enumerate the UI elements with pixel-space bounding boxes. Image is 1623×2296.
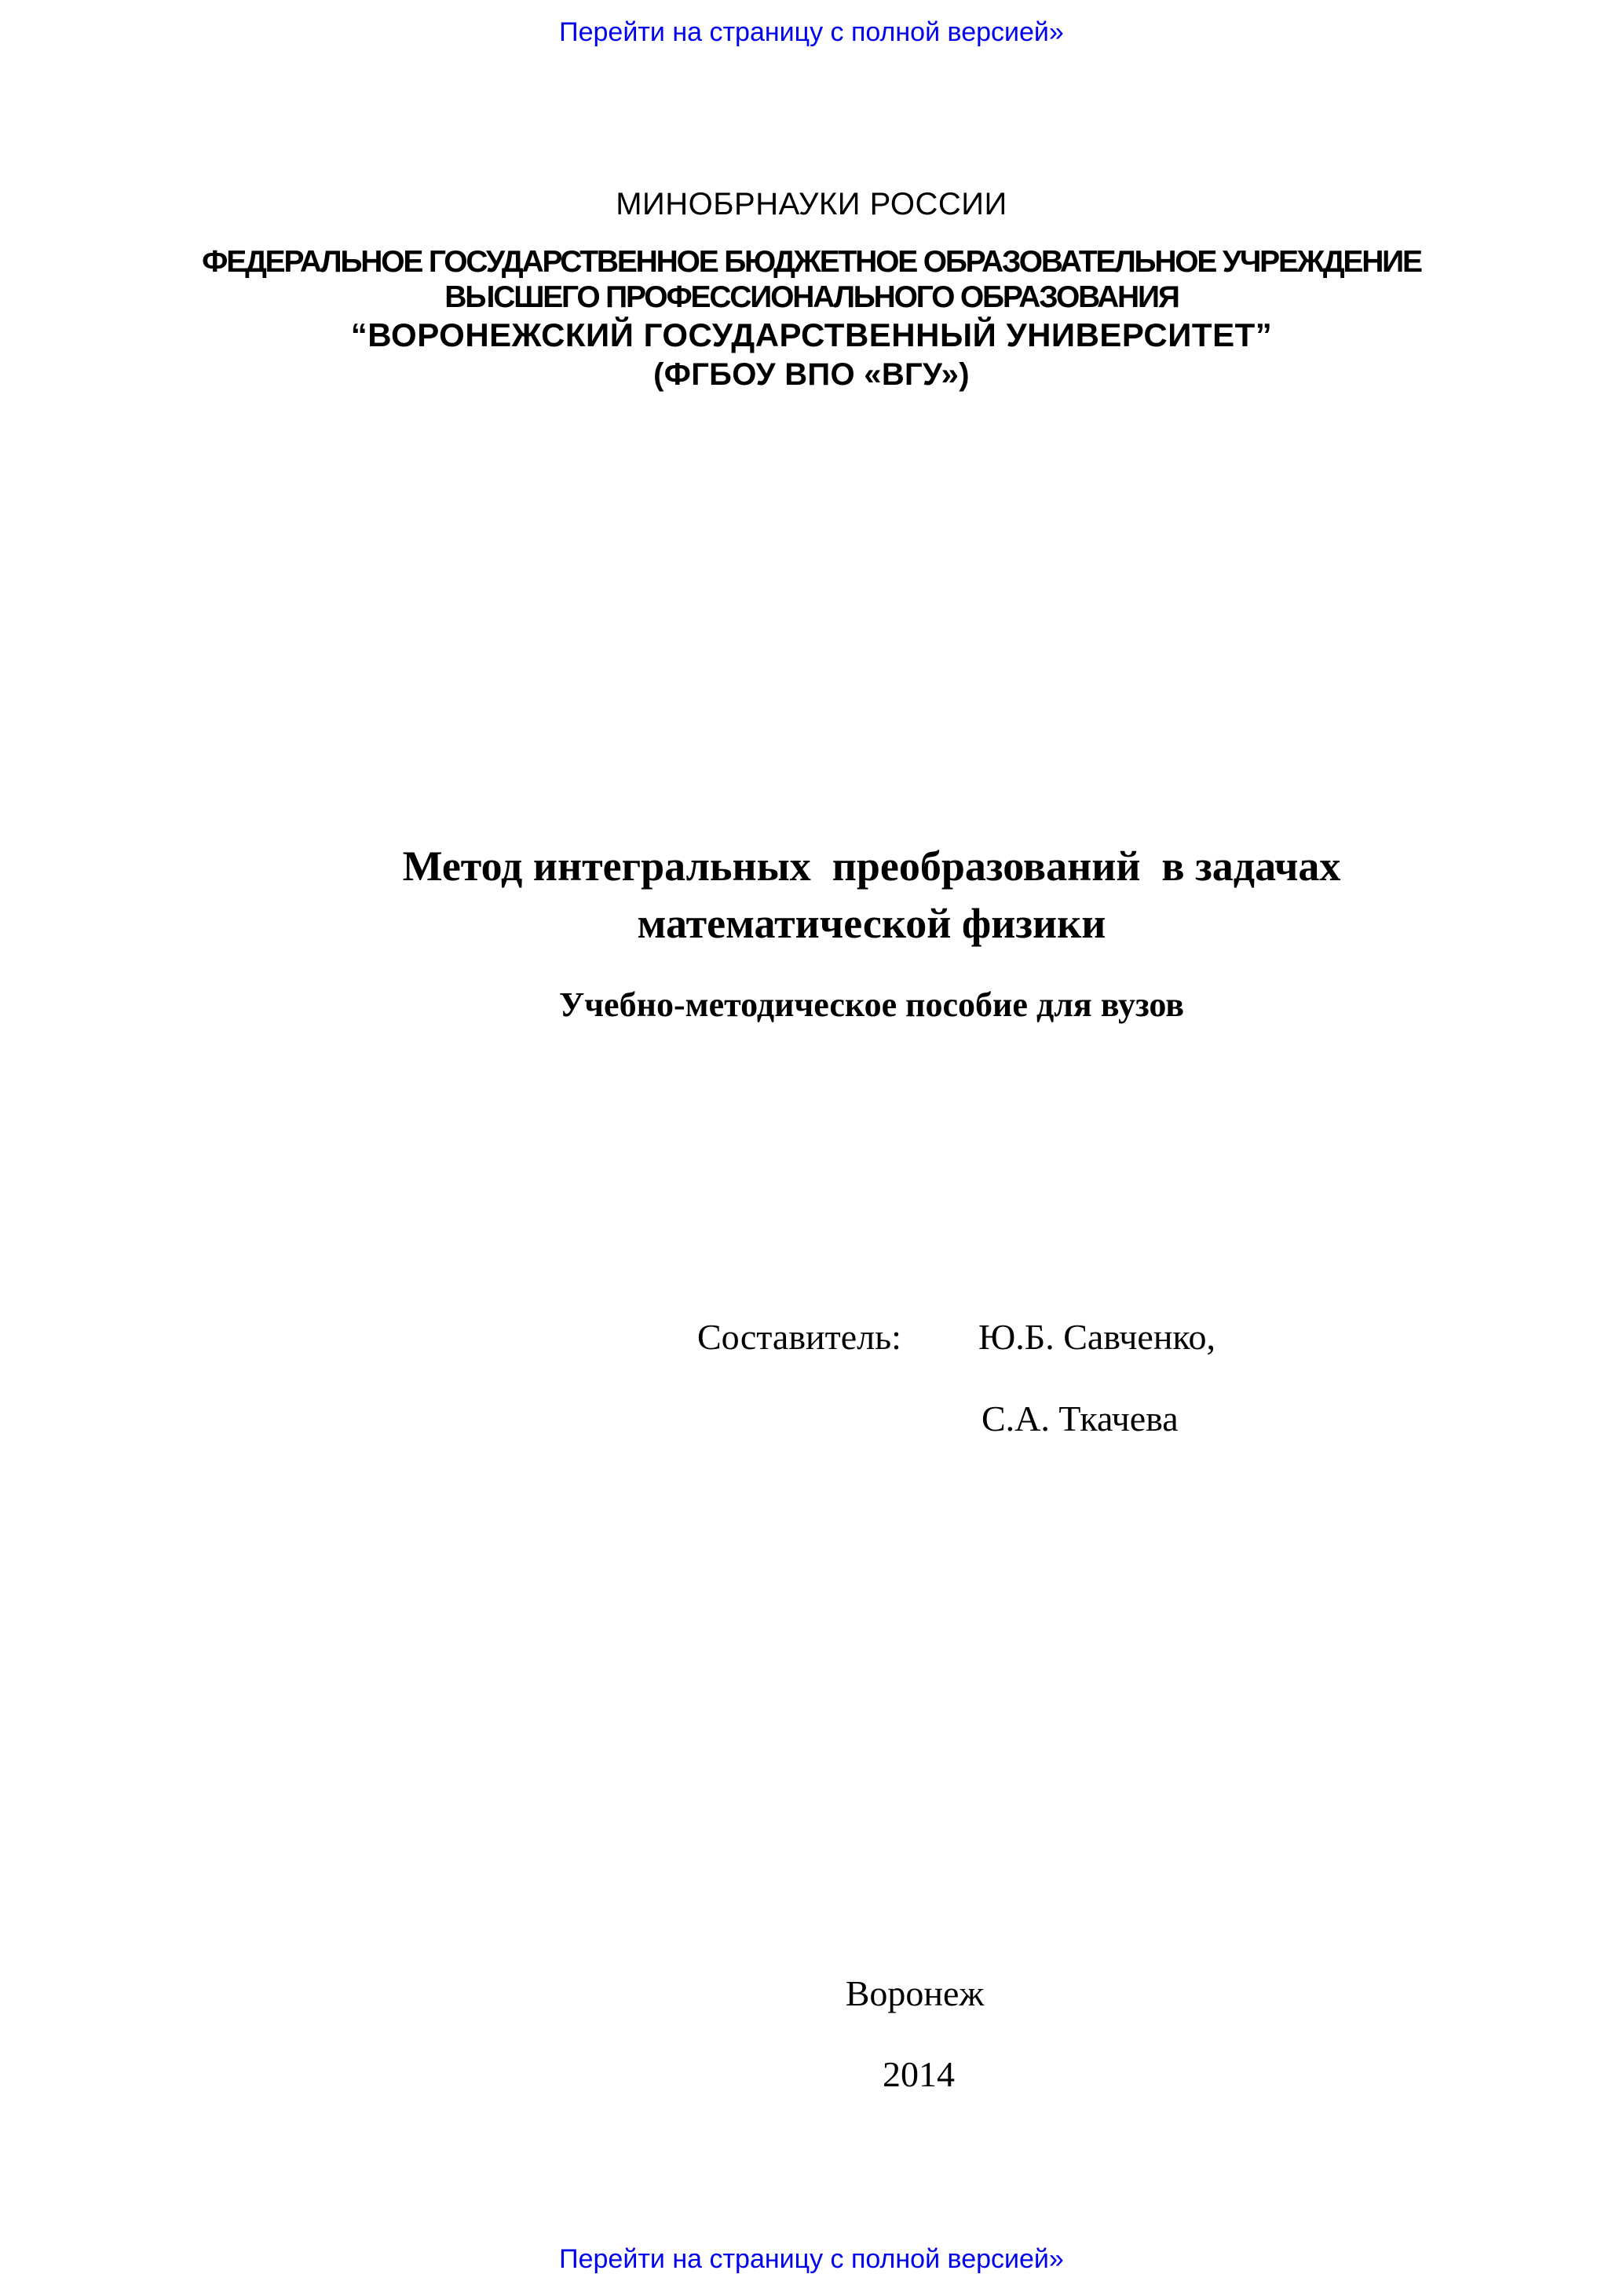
publication-city: Воронеж <box>845 1973 985 2013</box>
ministry-name: МИНОБРНАУКИ РОССИИ <box>616 187 1007 221</box>
university-abbreviation: (ФГБОУ ВПО «ВГУ») <box>653 357 970 392</box>
university-name: “ВОРОНЕЖСКИЙ ГОСУДАРСТВЕННЫЙ УНИВЕРСИТЕТ” <box>350 316 1273 353</box>
author-name-2: С.А. Ткачева <box>981 1398 1179 1439</box>
document-subtitle: Учебно-методическое пособие для вузов <box>558 985 1185 1024</box>
org-line-1: ФЕДЕРАЛЬНОЕ ГОСУДАРСТВЕННОЕ БЮДЖЕТНОЕ ОБРАЗОВАТЕЛЬНОЕ УЧРЕЖДЕНИЕ <box>202 245 1421 279</box>
document-title-line-1: Метод интегральных преобразований в задачах <box>402 843 1341 890</box>
author-name-1: Ю.Б. Савченко, <box>978 1317 1215 1357</box>
full-version-link-top[interactable]: Перейти на страницу с полной версией» <box>559 17 1064 47</box>
org-line-2: ВЫСШЕГО ПРОФЕССИОНАЛЬНОГО ОБРАЗОВАНИЯ <box>444 280 1179 314</box>
full-version-link-bottom[interactable]: Перейти на страницу с полной версией» <box>559 2244 1064 2274</box>
compiler-label: Составитель: <box>697 1317 901 1357</box>
document-title-line-2: математической физики <box>637 900 1106 947</box>
publication-year: 2014 <box>883 2054 955 2094</box>
